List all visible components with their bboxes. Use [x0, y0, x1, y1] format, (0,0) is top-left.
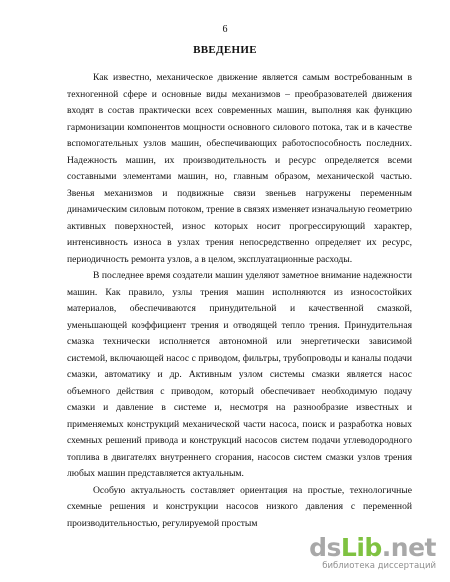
paragraph-3: Особую актуальность составляет ориентация на простые, технологичные схемные решения и конструкции насосов низкого давления с переменной производительностью, регулируемой простым	[67, 484, 412, 529]
logo-ds-text: ds	[309, 533, 341, 562]
section-heading: ВВЕДЕНИЕ	[193, 44, 257, 56]
dslib-watermark	[309, 533, 436, 574]
paragraph-1: Как известно, механическое движение является самым востребованным в техногенной сфере и основные виды механизмов – преобразователей движения входят в состав практически всех современных машин, выполняя как функцию гармонизации компонентов мощности основного силового потока, так и в качестве вспомогательных узлов машин, обеспечивающих работоспособность последних. Надежность машин, их производительность и ресурс определяется всеми составными элементами машин, но, главным образом, механической частью. Звенья механизмов и подвижные связи звеньев нагружены переменным динамическим силовым потоком, трение в связях изменяет изначальную геометрию активных поверхностей, износ которых носит прогрессирующий характер, интенсивность износа в узлах трения непосредственно определяет их ресурс, периодичность ремонта узлов, а в целом, эксплуатационные расходы.	[67, 72, 412, 265]
watermark-tagline: библиотека диссертаций	[322, 561, 436, 571]
body-text	[67, 70, 412, 532]
paragraph-2: В последнее время создатели машин уделяют заметное внимание надежности машин. Как правило, узлы трения машин исполняются из износостойких материалов, обеспечиваются принудительной и качественной смазкой, уменьшающей коэффициент трения и отводящей тепло трения. Принудительная смазка технически исполняется автономной или энергетически зависимой системой, включающей насос с приводом, фильтры, трубопроводы и каналы подачи смазки, автоматику и др. Активным узлом системы смазки является насос объемного действия с приводом, который обеспечивает необходимую подачу смазки и давление в системе и, несмотря на разнообразие известных и применяемых конструкций механической части насоса, поиск и разработка новых схемных решений привода и конструкций насосов систем подачи углеводородного топлива в двигателях внутреннего сгорания, насосов систем смазки узлов трения любых машин представляется актуальным.	[67, 270, 412, 479]
logo-net-text: .net	[381, 533, 436, 562]
logo-lib-text: Lib	[340, 533, 382, 562]
dslib-logo	[309, 534, 436, 562]
page-number: 6	[222, 24, 228, 35]
